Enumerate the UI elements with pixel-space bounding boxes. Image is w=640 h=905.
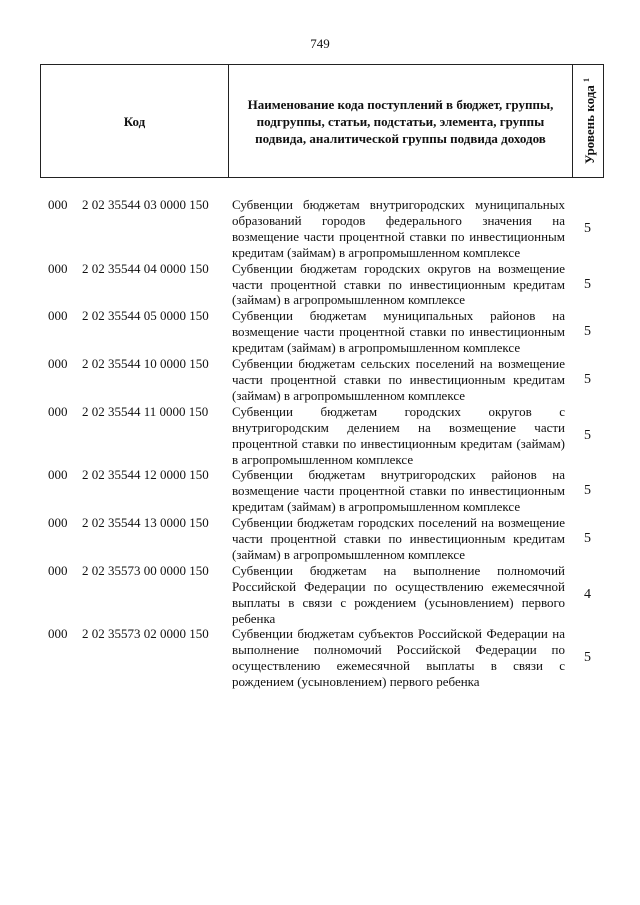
revenue-code: 2 02 35544 05 0000 150 — [82, 308, 209, 324]
table-header — [40, 64, 604, 178]
revenue-name: Субвенции бюджетам на выполнение полномочий Российской Федерации по осуществлению ежемесячной выплаты в связи с рождением (усыновлением) первого ребенка — [232, 562, 565, 626]
admin-code: 000 — [48, 308, 68, 324]
admin-code: 000 — [48, 403, 68, 419]
admin-code: 000 — [48, 515, 68, 531]
header-name: Наименование кода поступлений в бюджет, группы, подгруппы, статьи, подстатьи, элемента, группы подвида, аналитической группы подвида доходов — [229, 65, 573, 177]
revenue-name: Субвенции бюджетам городских округов с внутригородским делением на возмещение части процентной ставки по инвестиционным кредитам (займам) в агропромышленном комплексе — [232, 403, 565, 467]
code-level: 5 — [584, 427, 591, 443]
revenue-code: 2 02 35573 00 0000 150 — [82, 562, 209, 578]
revenue-name: Субвенции бюджетам сельских поселений на возмещение части процентной ставки по инвестиционным кредитам (займам) в агропромышленном комплексе — [232, 356, 565, 403]
code-level: 5 — [584, 371, 591, 387]
revenue-code: 2 02 35573 02 0000 150 — [82, 626, 209, 642]
revenue-name: Субвенции бюджетам внутригородских районов на возмещение части процентной ставки по инвестиционным кредитам (займам) в агропромышленном комплексе — [232, 467, 565, 515]
table-row — [48, 467, 604, 515]
table-row — [48, 261, 604, 309]
code-level: 5 — [584, 276, 591, 292]
admin-code: 000 — [48, 260, 68, 276]
revenue-code: 2 02 35544 03 0000 150 — [82, 197, 209, 212]
table-row — [48, 563, 604, 627]
table-body — [48, 197, 604, 690]
revenue-name: Субвенции бюджетам муниципальных районов на возмещение части процентной ставки по инвестиционным кредитам (займам) в агропромышленном комплексе — [232, 308, 565, 356]
page-number: 749 — [310, 36, 330, 51]
admin-code: 000 — [48, 197, 68, 212]
header-level — [578, 78, 598, 164]
revenue-name: Субвенции бюджетам субъектов Российской Федерации на выполнение полномочий Российской Федерации по осуществлению ежемесячной выплаты в связи с рождением (усыновлением) первого ребенка — [232, 626, 565, 690]
admin-code: 000 — [48, 562, 68, 578]
revenue-code: 2 02 35544 04 0000 150 — [82, 260, 209, 276]
revenue-code: 2 02 35544 11 0000 150 — [82, 403, 209, 419]
header-level-footnote: 1 — [581, 77, 591, 82]
table-row — [48, 626, 604, 690]
revenue-name: Субвенции бюджетам внутригородских муниципальных образований городов федерального значения на возмещение части процентной ставки по инвестиционным кредитам (займам) в агропромышленном комплексе — [232, 197, 565, 260]
admin-code: 000 — [48, 356, 68, 372]
header-level-cell — [573, 65, 603, 177]
code-level: 5 — [584, 324, 591, 340]
header-code: Код — [41, 65, 229, 177]
table-row — [48, 308, 604, 356]
table-row — [48, 356, 604, 404]
revenue-code: 2 02 35544 12 0000 150 — [82, 467, 209, 483]
code-level: 5 — [584, 483, 591, 499]
revenue-code: 2 02 35544 10 0000 150 — [82, 356, 209, 372]
revenue-name: Субвенции бюджетам городских поселений на возмещение части процентной ставки по инвестиционным кредитам (займам) в агропромышленном комплексе — [232, 515, 565, 562]
code-level: 5 — [584, 531, 591, 547]
code-level: 4 — [584, 586, 591, 602]
admin-code: 000 — [48, 626, 68, 642]
revenue-code: 2 02 35544 13 0000 150 — [82, 515, 209, 531]
table-row — [48, 404, 604, 468]
table-row — [48, 515, 604, 563]
revenue-name: Субвенции бюджетам городских округов на возмещение части процентной ставки по инвестиционным кредитам (займам) в агропромышленном комплексе — [232, 260, 565, 308]
code-level: 5 — [584, 220, 591, 236]
table-row — [48, 197, 604, 261]
header-level-label: Уровень кода — [582, 85, 598, 165]
admin-code: 000 — [48, 467, 68, 483]
code-level: 5 — [584, 650, 591, 666]
